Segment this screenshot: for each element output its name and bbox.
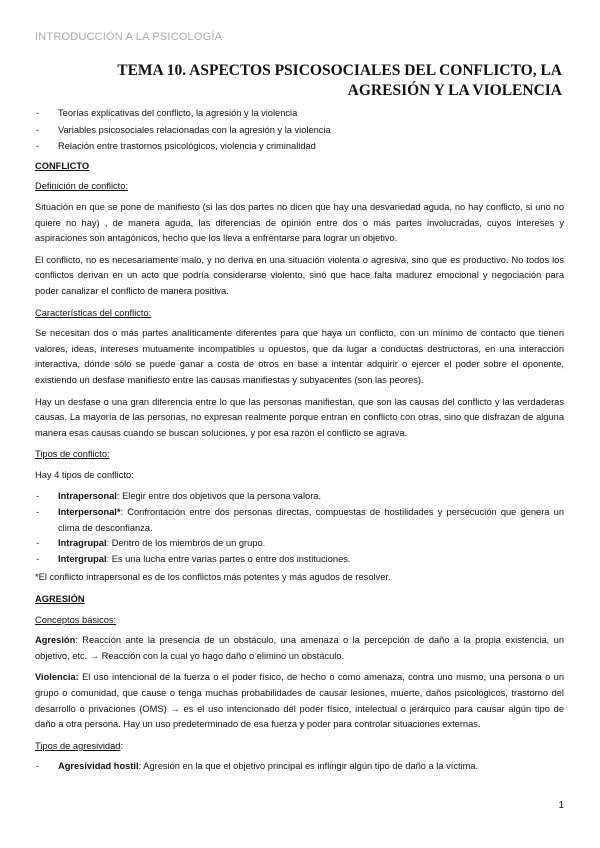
paragraph <box>35 670 564 732</box>
subheading-tipos-agresividad <box>35 739 564 755</box>
definition: : Elegir entre dos objetivos que la persona valora. <box>116 491 322 502</box>
definition: : Dentro de los miembros de un grupo. <box>106 538 266 549</box>
term: Agresividad hostil <box>58 761 139 772</box>
paragraph: Hay 4 tipos de conflicto: <box>35 469 134 480</box>
paragraph: Se necesitan dos o más partes analíticamente diferentes para que haya un conflicto, con un mínimo de contacto que tienen valores, ideas, intereses mutuamente incompatibles u opuestos, que da lugar a conductas destructoras, en una interacción interactiva, dónde sólo se puede ganar a costa de otros en base a intentar adquirir o ejercer el poder sobre el oponente, existiendo un desfase manifiesto entre las causas manifiestas y subyacentes (son las peores). <box>35 328 564 385</box>
list-item <box>35 489 564 505</box>
section-heading-conflicto: CONFLICTO <box>35 160 90 171</box>
definition: El uso intencional de la fuerza o el poder físico, de hecho o como amenaza, contra uno mismo, una persona o un grupo o comunidad, que cause o tenga muchas probabilidades de causar lesiones, muerte, daños psicológicos, trastorno del desarrollo o privaciones (OMS) → es el uso intencionado del poder físico, intelectual o jerárquico para causar algún tipo de daño a otra persona. Hay un uso predeterminado de esa fuerza y poder para controlar situaciones externas. <box>35 672 564 730</box>
list-item: - Teorías explicativas del conflicto, la agresión y la violencia <box>35 106 564 122</box>
paragraph: Hay un desfase o una gran diferencia entre lo que las personas manifiestan, que son las causas del conflicto y las verdaderas causas. La mayoría de las personas, no expresan realmente porque entran en conflicto con otras, sino que disfrazan de alguna manera esas causas cuando se buscan soluciones, y por esa razón el conflicto se agrava. <box>35 396 564 438</box>
definition: : Es una lucha entre varias partes o entre dos instituciones. <box>106 553 351 564</box>
paragraph <box>35 633 564 664</box>
page-header: INTRODUCCIÓN A LA PSICOLOGÍA <box>35 31 223 43</box>
subheading-colon: : <box>120 740 124 751</box>
list-item: - Relación entre trastornos psicológicos, violencia y criminalidad <box>35 139 564 155</box>
list-item <box>35 536 564 552</box>
term: Intragrupal <box>58 538 107 549</box>
list-item <box>35 552 564 568</box>
list-item <box>35 759 564 775</box>
paragraph: Situación en que se pone de manifiesto (si las dos partes no dicen que hay una desvariedad aguda, no hay conflicto, si uno no quiere no hay) , de manera aguda, las diferencias de opinión entre dos o más partes involucradas, cuyos intereses y aspiraciones son antagónicos, hecho que los lleva a enfrentarse para lograr un objetivo. <box>35 201 564 244</box>
topics-list <box>35 106 564 155</box>
term: Agresión <box>35 635 76 646</box>
subheading-tipos-conflicto: Tipos de conflicto: <box>35 449 110 460</box>
definition: : Confrontación entre dos personas directas, compuestas de hostilidades y persecución que genera un clima de desconfianza. <box>58 507 564 533</box>
section-heading-agresion: AGRESIÓN <box>35 594 85 605</box>
tipos-conflicto-list <box>35 489 564 567</box>
footnote: *El conflicto intrapersonal es de los conflictos más potentes y más agudos de resolver. <box>35 572 391 583</box>
term: Violencia: <box>35 672 79 683</box>
definition: : Agresión en la que el objetivo principal es inflingir algún tipo de daño a la víctima. <box>138 761 479 772</box>
paragraph: El conflicto, no es necesariamente malo, y no deriva en una situación violenta o agresiva, sino que es productivo. No todos los conflictos derivan en un acto que podría considerarse violento, sinó que hace falta madurez emocional y negociación para poder canalizar el conflicto de manera positiva. <box>35 254 564 296</box>
list-item <box>35 505 564 536</box>
subheading-definicion: Definición de conflicto: <box>35 181 129 192</box>
page-number: 1 <box>558 800 564 811</box>
page-title: TEMA 10. ASPECTOS PSICOSOCIALES DEL CONFLICTO, LA AGRESIÓN Y LA VIOLENCIA <box>117 62 562 99</box>
term: Intrapersonal <box>58 491 117 502</box>
subheading-caracteristicas: Características del conflicto: <box>35 307 152 318</box>
term: Interpersonal* <box>58 507 121 518</box>
term: Intergrupal <box>58 553 107 564</box>
definition: : Reacción ante la presencia de un obstáculo, una amenaza o la percepción de daño a la propia existencia, un objetivo, etc. → Reacción con la cual yo hago daño o elimino un obstáculo. <box>35 635 564 661</box>
list-item: - Variables psicosociales relacionadas con la agresión y la violencia <box>35 123 564 139</box>
tipos-agresividad-list <box>35 759 564 775</box>
subheading-conceptos: Conceptos básicos: <box>35 614 117 625</box>
document-body <box>35 106 564 778</box>
subheading-text: Tipos de agresividad <box>35 740 121 751</box>
